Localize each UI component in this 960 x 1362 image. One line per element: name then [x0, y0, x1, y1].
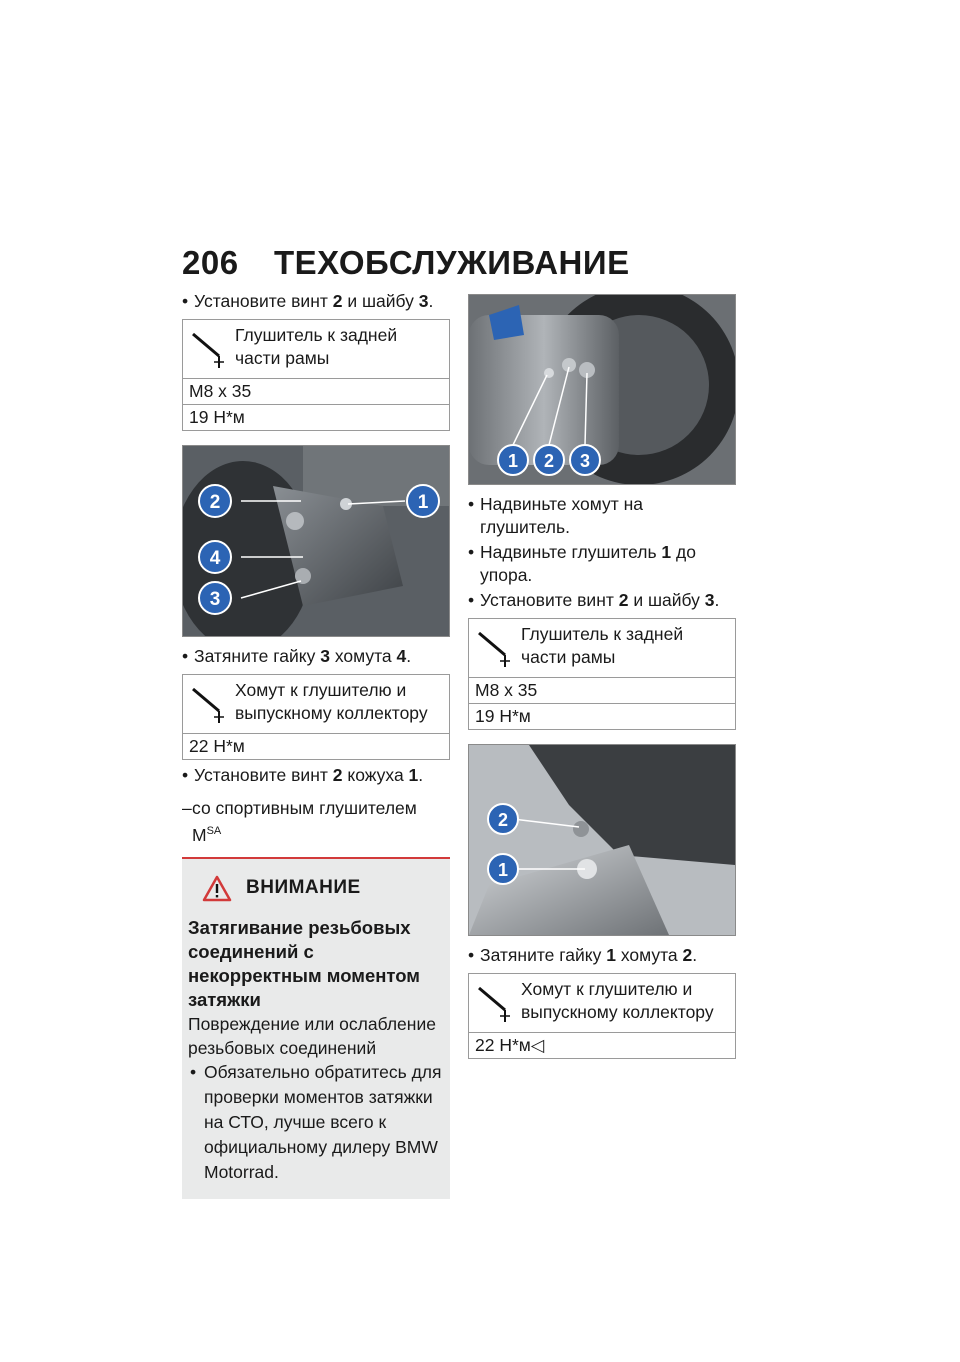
spec-torque: 19 Н*м	[469, 703, 735, 729]
spec-torque: 19 Н*м	[183, 404, 449, 430]
callout-label: 1	[417, 492, 429, 513]
warning-triangle-icon	[202, 875, 232, 902]
torque-spec-table	[468, 973, 736, 1059]
step-tighten-nut: • Затяните гайку 1 хомута 2.	[468, 944, 736, 967]
torque-wrench-icon	[475, 984, 515, 1024]
right-column	[468, 294, 736, 1063]
warning-instruction: • Обязательно обратитесь для проверки моментов затяжки на СТО, лучше всего к официальному дилеру BMW Motorrad.	[188, 1060, 442, 1185]
callout-label: 1	[497, 860, 509, 880]
photo-illustration	[469, 295, 735, 484]
left-column	[182, 290, 450, 1199]
page-header	[182, 244, 630, 282]
warning-heading: Затягивание резьбовых соединений с некорректным моментом затяжки	[188, 916, 420, 1010]
torque-spec-table	[468, 618, 736, 730]
spec-size: M8 x 35	[469, 677, 735, 703]
torque-wrench-icon	[189, 685, 229, 725]
step-install-screw: • Установите винт 2 и шайбу 3.	[468, 589, 736, 612]
callout-label: 2	[543, 451, 555, 471]
spec-description: Хомут к глушителю и выпускному коллектору	[235, 680, 428, 723]
spec-size: M8 x 35	[183, 378, 449, 404]
torque-spec-table	[182, 674, 450, 760]
option-note: – со спортивным глушителем $M^{SA}$	[182, 797, 450, 847]
step-install-screw: • Установите винт 2 и шайбу 3.	[182, 290, 450, 313]
step-slide-clamp: • Надвиньте хомут на глушитель.	[468, 493, 736, 539]
warning-text: Повреждение или ослабление резьбовых соединений	[188, 1013, 436, 1058]
spec-description: Глушитель к задней части рамы	[521, 624, 684, 667]
spec-description: Хомут к глушителю и выпускному коллектору	[521, 979, 714, 1022]
step-slide-muffler: • Надвиньте глушитель 1 до упора.	[468, 541, 736, 587]
callout-label: 3	[579, 451, 591, 471]
callout-label: 1	[507, 451, 519, 471]
warning-title: ВНИМАНИЕ	[246, 877, 361, 899]
photo-illustration	[469, 745, 735, 935]
photo-illustration	[183, 446, 449, 636]
torque-spec-table	[182, 319, 450, 431]
step-install-cover-screw: • Установите винт 2 кожуха 1.	[182, 764, 450, 787]
spec-torque: 22 Н*м◁	[469, 1032, 735, 1058]
step-tighten-nut: • Затяните гайку 3 хомута 4.	[182, 645, 450, 668]
torque-wrench-icon	[475, 629, 515, 669]
spec-description: Глушитель к задней части рамы	[235, 325, 398, 368]
spec-torque: 22 Н*м	[183, 733, 449, 759]
torque-wrench-icon	[189, 330, 229, 370]
warning-box	[182, 857, 450, 1199]
photo-clamp-nut	[468, 744, 736, 936]
callout-label: 2	[209, 492, 221, 513]
page-number: 206	[182, 244, 239, 281]
callout-label: 4	[209, 548, 221, 569]
callout-label: 3	[209, 589, 221, 610]
photo-muffler-clamp	[182, 445, 450, 637]
photo-muffler-install	[468, 294, 736, 485]
callout-label: 2	[497, 810, 509, 830]
page-title: ТЕХОБСЛУЖИВАНИЕ	[274, 244, 630, 281]
